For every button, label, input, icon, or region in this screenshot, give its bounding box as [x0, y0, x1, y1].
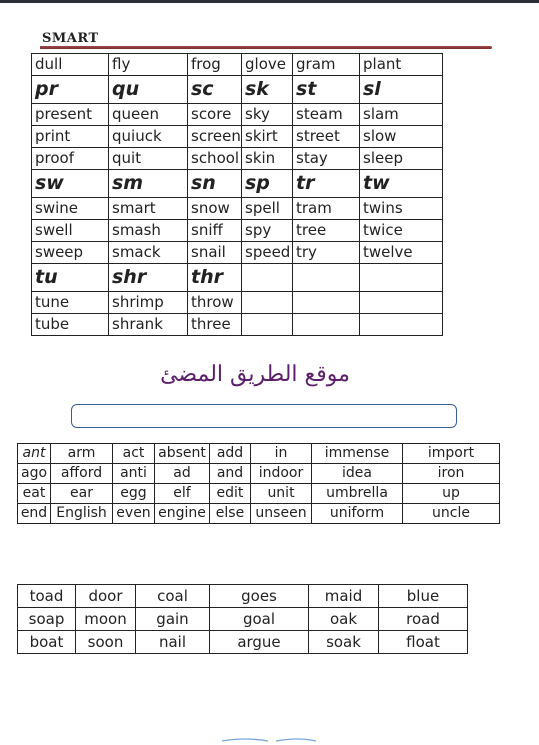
table-cell: English — [51, 504, 113, 524]
table-cell: oak — [309, 608, 379, 631]
table-cell: quiuck — [109, 126, 188, 148]
table-cell: throw — [188, 292, 242, 314]
table-cell — [360, 292, 443, 314]
table-cell: slam — [360, 104, 443, 126]
blends-table — [31, 53, 443, 336]
table-row — [32, 104, 443, 126]
header-row — [32, 76, 443, 104]
table-cell: snow — [188, 198, 242, 220]
table-cell: up — [403, 484, 500, 504]
table-cell: print — [32, 126, 109, 148]
table-cell: steam — [293, 104, 360, 126]
table-cell: soon — [76, 631, 136, 654]
blend-header-cell: tw — [360, 170, 443, 198]
table-cell: anti — [113, 464, 155, 484]
table-cell: soap — [18, 608, 76, 631]
header-row — [32, 170, 443, 198]
vowel-digraph-table — [17, 584, 468, 654]
page-title: SMART — [42, 31, 99, 46]
arabic-heading: موقع الطريق المضئ — [160, 362, 350, 387]
blend-header-cell: st — [293, 76, 360, 104]
blend-header-cell: shr — [109, 264, 188, 292]
table-cell: immense — [312, 444, 403, 464]
table-row — [18, 585, 468, 608]
table-cell: umbrella — [312, 484, 403, 504]
table-cell — [242, 292, 293, 314]
table-cell: gain — [136, 608, 210, 631]
table-cell: absent — [155, 444, 210, 464]
table-cell: and — [210, 464, 251, 484]
table-cell: elf — [155, 484, 210, 504]
blend-header-cell — [293, 264, 360, 292]
table-row — [18, 608, 468, 631]
table-cell: afford — [51, 464, 113, 484]
table-cell: moon — [76, 608, 136, 631]
table-cell: egg — [113, 484, 155, 504]
table-cell — [360, 314, 443, 336]
blend-header-cell: sl — [360, 76, 443, 104]
table-cell: iron — [403, 464, 500, 484]
table-cell — [293, 292, 360, 314]
header-row — [32, 264, 443, 292]
table-cell: unit — [251, 484, 312, 504]
blend-header-cell: tu — [32, 264, 109, 292]
title-underline — [40, 46, 492, 49]
table-cell: soak — [309, 631, 379, 654]
table-cell: skin — [242, 148, 293, 170]
table-row — [18, 504, 500, 524]
table-cell: quit — [109, 148, 188, 170]
table-row — [32, 148, 443, 170]
table-cell: ad — [155, 464, 210, 484]
table-cell: ago — [18, 464, 51, 484]
table-cell: sky — [242, 104, 293, 126]
table-cell: snail — [188, 242, 242, 264]
table-cell: tree — [293, 220, 360, 242]
table-cell: twice — [360, 220, 443, 242]
table-cell: ant — [18, 444, 51, 464]
blend-header-cell — [360, 264, 443, 292]
table-cell: proof — [32, 148, 109, 170]
table-cell: door — [76, 585, 136, 608]
table-cell: try — [293, 242, 360, 264]
blends-table-body — [32, 54, 443, 336]
table-cell: slow — [360, 126, 443, 148]
table-cell: speed — [242, 242, 293, 264]
table-cell: smack — [109, 242, 188, 264]
table-cell: in — [251, 444, 312, 464]
blend-header-cell: sk — [242, 76, 293, 104]
top-edge-bar — [0, 0, 539, 3]
blend-header-cell: qu — [109, 76, 188, 104]
table-cell: dull — [32, 54, 109, 76]
table-cell: goal — [210, 608, 309, 631]
table-cell: eat — [18, 484, 51, 504]
table-cell: shrimp — [109, 292, 188, 314]
table-cell: add — [210, 444, 251, 464]
table-cell: toad — [18, 585, 76, 608]
table-cell: spy — [242, 220, 293, 242]
table-cell: nail — [136, 631, 210, 654]
table-cell: tram — [293, 198, 360, 220]
blend-header-cell: tr — [293, 170, 360, 198]
table-row — [32, 242, 443, 264]
table-cell: present — [32, 104, 109, 126]
table-cell: engine — [155, 504, 210, 524]
table-cell: twins — [360, 198, 443, 220]
table-cell: stay — [293, 148, 360, 170]
table-cell — [242, 314, 293, 336]
table-cell: glove — [242, 54, 293, 76]
table-cell: sniff — [188, 220, 242, 242]
table-cell: maid — [309, 585, 379, 608]
table-cell: sweep — [32, 242, 109, 264]
table-cell: idea — [312, 464, 403, 484]
table-cell: end — [18, 504, 51, 524]
table-cell: school — [188, 148, 242, 170]
blend-header-cell: sm — [109, 170, 188, 198]
table-row — [18, 464, 500, 484]
table-cell: blue — [379, 585, 468, 608]
table-cell: shrank — [109, 314, 188, 336]
table-cell: score — [188, 104, 242, 126]
table-cell: plant — [360, 54, 443, 76]
table-cell: goes — [210, 585, 309, 608]
table-cell: coal — [136, 585, 210, 608]
vowel-digraph-table-body — [18, 585, 468, 654]
table-row — [32, 126, 443, 148]
table-cell: uniform — [312, 504, 403, 524]
table-cell: unseen — [251, 504, 312, 524]
blend-header-cell: sn — [188, 170, 242, 198]
table-cell: argue — [210, 631, 309, 654]
table-cell: skirt — [242, 126, 293, 148]
table-cell: import — [403, 444, 500, 464]
answer-box[interactable] — [71, 404, 457, 428]
blend-header-cell — [242, 264, 293, 292]
table-cell: spell — [242, 198, 293, 220]
table-cell: edit — [210, 484, 251, 504]
vowel-words-table-body — [18, 444, 500, 524]
table-cell: street — [293, 126, 360, 148]
table-cell: three — [188, 314, 242, 336]
table-cell: sleep — [360, 148, 443, 170]
blend-header-cell: sp — [242, 170, 293, 198]
table-cell: swine — [32, 198, 109, 220]
table-cell — [293, 314, 360, 336]
table-cell: gram — [293, 54, 360, 76]
table-cell: frog — [188, 54, 242, 76]
decorative-flourish — [220, 735, 320, 745]
table-row — [32, 54, 443, 76]
table-cell: indoor — [251, 464, 312, 484]
table-cell: even — [113, 504, 155, 524]
blend-header-cell: sw — [32, 170, 109, 198]
table-cell: tube — [32, 314, 109, 336]
table-cell: fly — [109, 54, 188, 76]
blend-header-cell: sc — [188, 76, 242, 104]
table-cell: smart — [109, 198, 188, 220]
table-row — [32, 292, 443, 314]
vowel-words-table — [17, 443, 500, 524]
table-cell: float — [379, 631, 468, 654]
table-row — [18, 631, 468, 654]
table-row — [32, 314, 443, 336]
table-cell: tune — [32, 292, 109, 314]
table-cell: road — [379, 608, 468, 631]
table-cell: act — [113, 444, 155, 464]
table-cell: else — [210, 504, 251, 524]
blend-header-cell: pr — [32, 76, 109, 104]
table-cell: smash — [109, 220, 188, 242]
table-cell: uncle — [403, 504, 500, 524]
table-cell: ear — [51, 484, 113, 504]
blend-header-cell: thr — [188, 264, 242, 292]
table-row — [32, 220, 443, 242]
table-row — [18, 484, 500, 504]
table-cell: swell — [32, 220, 109, 242]
table-cell: queen — [109, 104, 188, 126]
table-cell: twelve — [360, 242, 443, 264]
table-cell: arm — [51, 444, 113, 464]
table-cell: boat — [18, 631, 76, 654]
table-row — [18, 444, 500, 464]
table-cell: screen — [188, 126, 242, 148]
table-row — [32, 198, 443, 220]
